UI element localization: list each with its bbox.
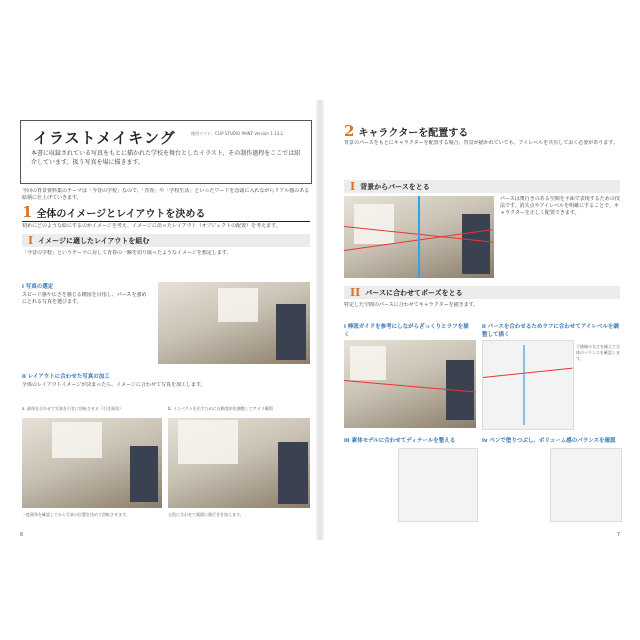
step-iv-title: iv ペンで塗りつぶし、ボリューム感のバランスを確認 bbox=[482, 438, 616, 444]
right-sub1-number: I bbox=[350, 180, 356, 193]
section1-title: 全体のイメージとレイアウトを決める bbox=[36, 209, 206, 220]
sub-i-body: スピード感や広さを感じる構図を目指し、パースを強めにとれる写真を選びます。 bbox=[22, 292, 147, 305]
photo-a-window bbox=[52, 422, 102, 458]
perspective-photo bbox=[344, 196, 494, 278]
section1-number: 1 bbox=[22, 203, 33, 221]
eye-level-line bbox=[483, 368, 573, 378]
step-ii-title: ii パースを合わせるためラフに合わせてアイレベルを調整して描く bbox=[482, 324, 619, 338]
step-i-image bbox=[344, 340, 476, 428]
section1-rule bbox=[22, 221, 310, 222]
photo-b bbox=[168, 418, 310, 508]
left-page-number: 6 bbox=[20, 532, 24, 538]
photo-a-lockers bbox=[130, 446, 158, 502]
lead-text: 今回の背景資料集のテーマは「今昔の学校」なので、「青春」や「学校生活」といったワードを念頭に入れながらリアル感のある絵柄に仕上げていきます。 bbox=[22, 188, 310, 201]
step-ii-sketch bbox=[482, 340, 574, 430]
right-sub2-body: 特定した空間のパースに合わせてキャラクターを描きます。 bbox=[344, 302, 479, 308]
intro-text: 本書に収録されている写真をもとに描かれた学校を舞台としたイラスト、その制作過程をここでは紹介しています。扱う写真を場に描きます。 bbox=[31, 150, 301, 166]
right-sub2-heading bbox=[344, 286, 620, 299]
note-b: 主役に合わせて画面に奥行きを加えます。 bbox=[168, 512, 244, 517]
caption-a: a. 画角を合わせて写真を引きに回転させる（引き画角） bbox=[22, 406, 123, 411]
right-sub2-number: II bbox=[350, 286, 361, 299]
photo-lockers bbox=[276, 304, 306, 360]
left-page bbox=[16, 100, 316, 540]
page-gutter bbox=[316, 100, 324, 540]
section1-body: 初めにどのような絵にするのかイメージを考え、イメージに沿ったレイアウト（オブジェクトの配置）を考えます。 bbox=[22, 223, 281, 229]
right-sub2-title: パースに合わせてポーズをとる bbox=[365, 288, 463, 297]
section2-heading bbox=[344, 122, 468, 140]
step-i-window bbox=[350, 346, 386, 380]
note-a: 一度画角を確認してから写真の位置を決めて回転させます。 bbox=[22, 512, 130, 517]
step-i-title: i 棒図ガイドを参考にしながらざっくりとラフを描く bbox=[344, 324, 469, 338]
right-sub1-body: パースは奥行きのある空間を平面で表現するための技法です。消失点やアイレベルを明確にすることで、キャラクターを正しく配置できます。 bbox=[500, 196, 620, 216]
photo-a bbox=[22, 418, 162, 508]
figure-guide bbox=[523, 345, 525, 425]
selected-photo bbox=[158, 282, 310, 364]
sub-i-title: i 写真の選定 bbox=[22, 284, 54, 290]
sub1-body: 「今昔の学校」というテーマに対して青春の一瞬を切り取ったようなイメージを想定します。 bbox=[22, 250, 232, 256]
step-ii-note: 下描線の太さを揃えて全体のバランスを確認します。 bbox=[576, 344, 620, 361]
right-sub1-heading bbox=[344, 180, 620, 193]
page-title: イラストメイキング bbox=[33, 129, 176, 147]
title-box bbox=[20, 120, 312, 184]
right-sub1-title: 背景からパースをとる bbox=[360, 182, 430, 191]
photo-window bbox=[218, 288, 258, 322]
photo-b-lockers bbox=[278, 442, 308, 504]
sub1-title: イメージに適したレイアウトを組む bbox=[38, 236, 150, 245]
caption-b: b. インパクトを出すために自動変形を調整してアオリ構図 bbox=[168, 406, 273, 411]
vertical-guide bbox=[418, 196, 420, 278]
step-iv-sketch bbox=[550, 448, 622, 522]
section1-heading bbox=[22, 203, 205, 221]
perspective-window bbox=[354, 204, 394, 244]
sub-ii-body: 全体のレイアウトイメージが決まったら、イメージに合わせて写真を加工します。 bbox=[22, 382, 206, 388]
sub1-number: I bbox=[28, 234, 34, 247]
right-page-number: 7 bbox=[616, 532, 620, 538]
right-page bbox=[324, 100, 624, 540]
section2-title: キャラクターを配置する bbox=[358, 128, 469, 139]
sub-ii-title: ii レイアウトに合わせた写真の加工 bbox=[22, 374, 110, 380]
software-note: 使用ソフト：CLIP STUDIO PAINT Version 1.13.2 bbox=[191, 131, 283, 136]
step-iii-title: iii 素体モデルに合わせてディテールを整える bbox=[344, 438, 456, 444]
section2-number: 2 bbox=[344, 122, 355, 140]
photo-b-window bbox=[178, 420, 238, 464]
step-iii-sketch bbox=[398, 448, 478, 522]
perspective-lockers bbox=[462, 214, 490, 274]
section2-body: 背景のパースをもとにキャラクターを配置する場合、背景が描かれていても、アイレベルを共有しておく必要があります。 bbox=[344, 140, 618, 146]
sub1-heading bbox=[22, 234, 310, 247]
